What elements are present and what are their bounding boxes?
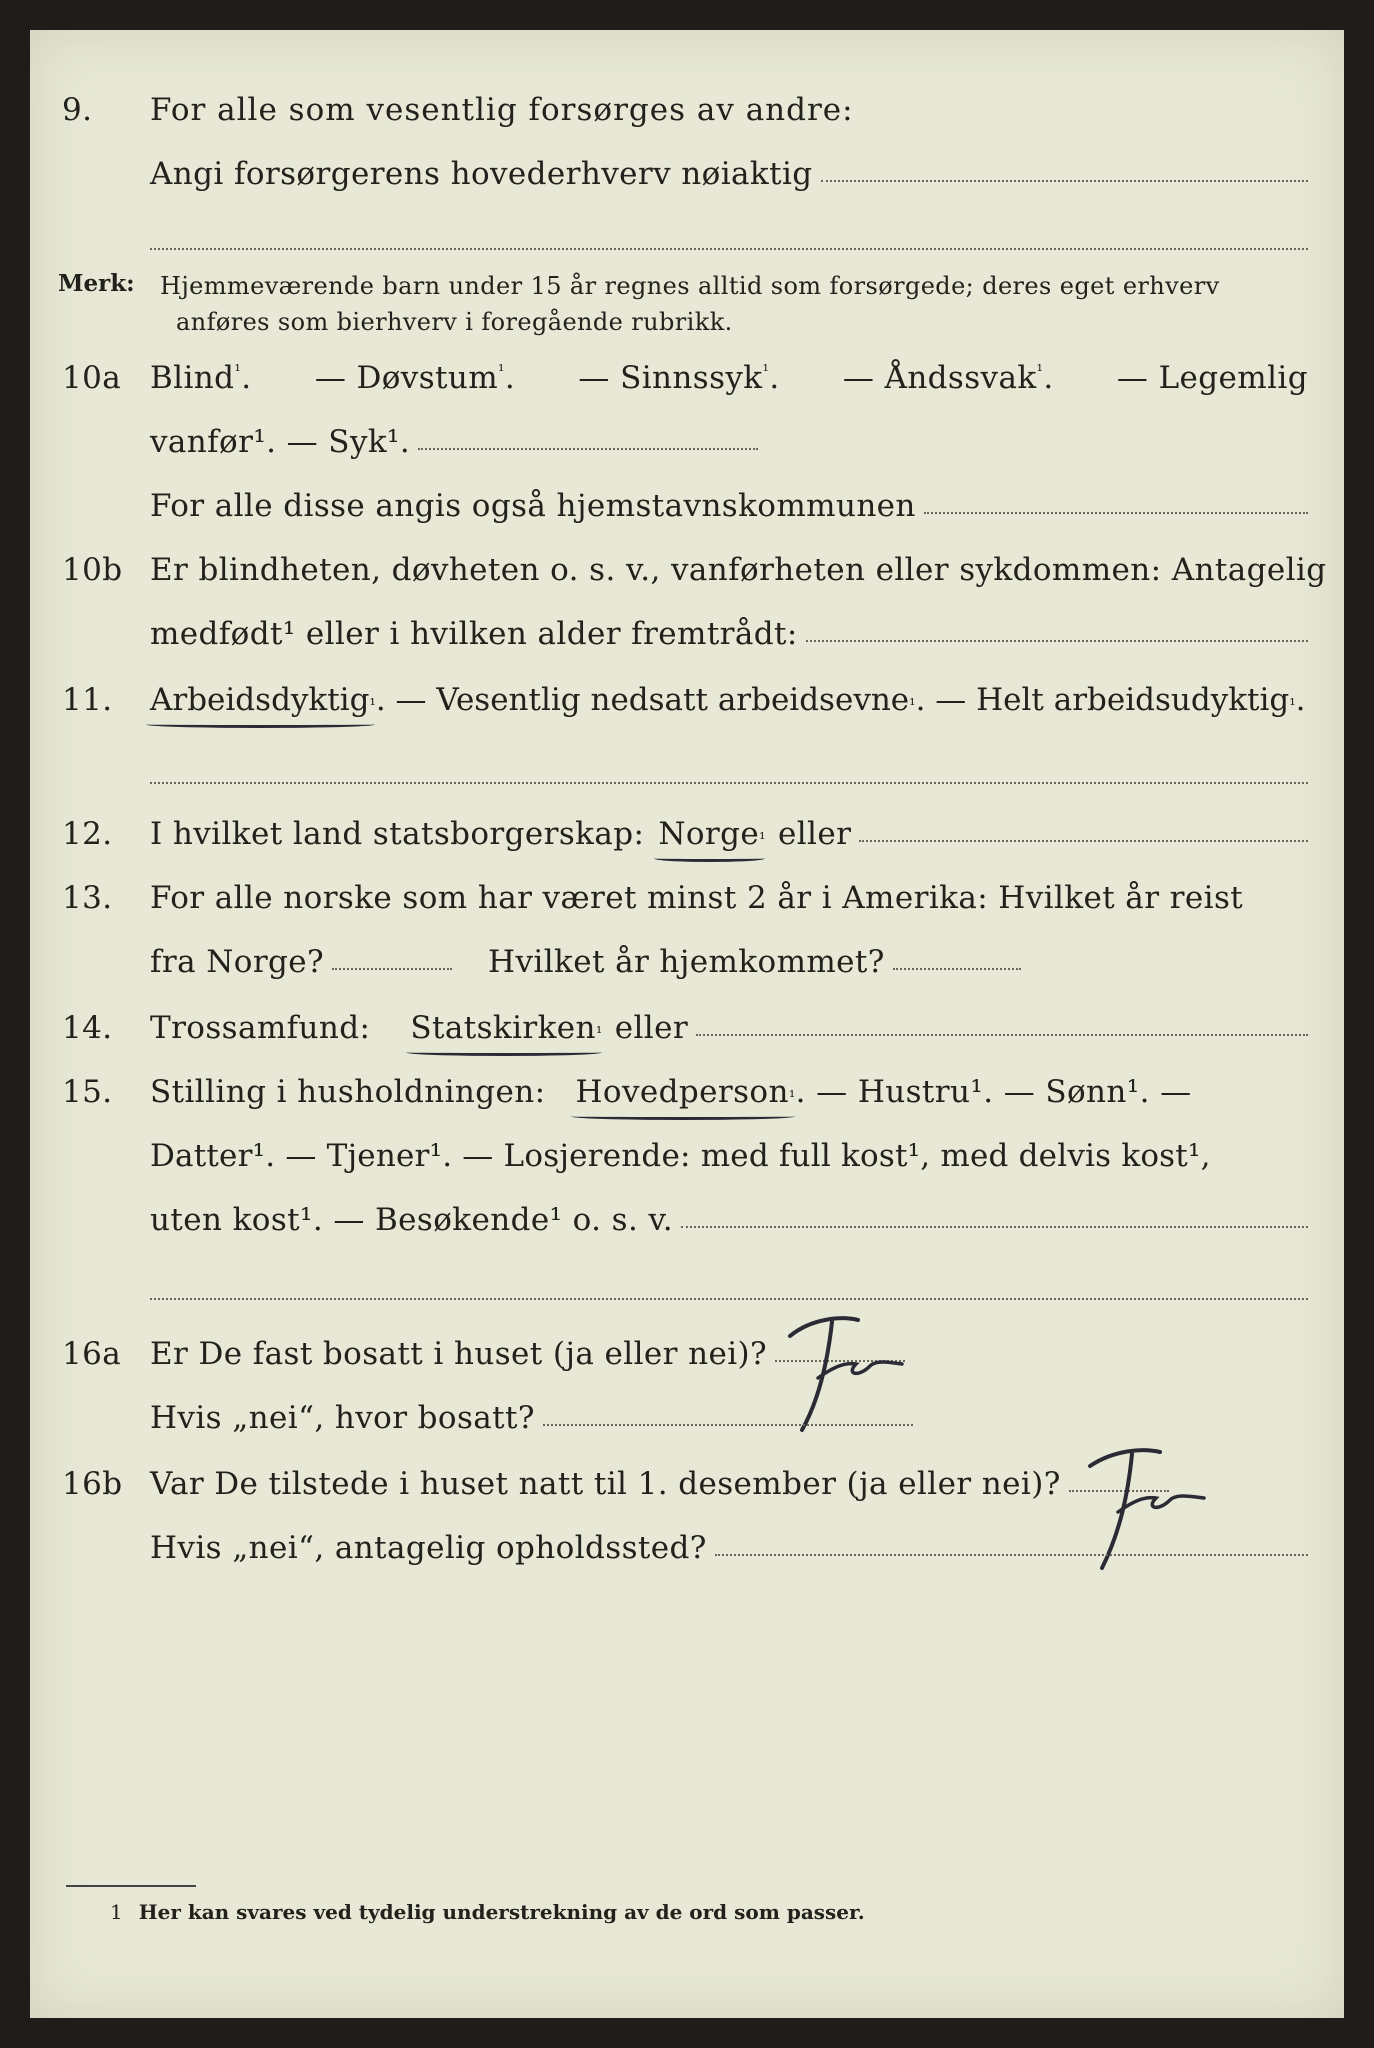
q10b-text: Er blindheten, døvheten o. s. v., vanførheten eller sykdommen: Antagelig: [150, 552, 1327, 588]
census-form-page: 9. For alle som vesentlig forsørges av andre: Angi forsørgerens hovederhverv nøiaktig Merk: Hjemmeværende barn under 15 år regnes alltid som forsørgede; deres eget erhverv anføres som bierhverv i foregående rubrikk. 10a Blind$^{^1}$. — Døvstum$^{^1}$. — Sinnssyk$^{^1}$. — Åndssvak$^{^1}$. — Legemlig vanfør¹. — Syk¹. For alle disse angis også hjemstavnskommunen 10b Er blindheten, døvheten o. s. v., vanførheten eller sykdommen: Antagelig medfødt¹ eller i hvilken alder fremtrådt: 11. Arbeidsdyktig ¹ . — Vesentlig nedsatt arbeidsevne ¹ . — Helt arbeidsudyktig ¹ . 12. I hvilket land statsborgerskap: Norge ¹ eller 13. For alle norske som har været minst 2 år i Amerika: Hvilket år reist fra Norge? Hvilket år hjemkommet? 14. Trossamfund: Statskirken ¹ eller 15. Stilling i husholdningen: Hovedperson ¹ . — Hustru¹. — Sønn¹. — Datter¹. — Tjener¹. — Losjerende: med full kost¹, med delvis kost¹, uten kost¹. — Besøkende¹ o. s. v. 16a Er De fast bosatt i huset (ja eller nei)? Hvis „nei“, hvor bosatt? 16b Var De tilstede i huset natt til 1. desember (ja eller nei)? Hvis „nei“, antagelig opholdssted? 1 Her kan svares ved tydelig understrekning av de ord som passer.: [30, 30, 1344, 2018]
q14-number: 14.: [62, 1010, 113, 1046]
option-arbeidsdyktig[interactable]: Arbeidsdyktig: [150, 682, 370, 718]
merk-label: Merk:: [58, 270, 135, 297]
q16a-number: 16a: [62, 1336, 122, 1372]
q16b-opholdssted-label: Hvis „nei“, antagelig opholdssted?: [150, 1530, 707, 1566]
q16b-number: 16b: [62, 1466, 123, 1502]
q10a-hjemstavn-label: For alle disse angis også hjemstavnskommunen: [150, 488, 916, 524]
footnote-divider: [66, 1885, 196, 1887]
q13-reist-field[interactable]: [332, 968, 452, 970]
q9-extra-answer-line[interactable]: [150, 248, 1308, 250]
option-nedsatt-arbeidsevne[interactable]: . — Vesentlig nedsatt arbeidsevne: [375, 682, 910, 718]
q10b-alder-field[interactable]: [806, 640, 1308, 642]
q10a-vanfor-syk[interactable]: vanfør¹. — Syk¹.: [150, 424, 411, 460]
q16a-bosatt-field[interactable]: [543, 1424, 913, 1426]
q9-text: For alle som vesentlig forsørges av andre:: [150, 92, 854, 128]
q10a-options: Blind$^{^1}$. — Døvstum$^{^1}$. — Sinnssyk$^{^1}$. — Åndssvak$^{^1}$. — Legemlig: [150, 360, 1308, 396]
q16b-handwritten-ja: [1070, 1440, 1240, 1590]
option-dovstum[interactable]: — Døvstum: [314, 360, 499, 396]
q13-hjemkommet-field[interactable]: [893, 968, 1021, 970]
q13-number: 13.: [62, 880, 113, 916]
q15-line1-options[interactable]: . — Hustru¹. — Sønn¹. —: [795, 1074, 1192, 1110]
q11-number: 11.: [62, 682, 113, 718]
q12-other-country-field[interactable]: [859, 840, 1308, 842]
option-sinnssyk[interactable]: — Sinnssyk: [578, 360, 763, 396]
footnote-mark: 1: [110, 1900, 123, 1924]
q15-label: Stilling i husholdningen:: [150, 1074, 546, 1110]
q14-eller: eller: [614, 1010, 689, 1046]
q12-number: 12.: [62, 816, 113, 852]
q10a-syk-answer-field[interactable]: [418, 448, 758, 450]
q10a-number: 10a: [62, 360, 122, 396]
option-andssvak[interactable]: — Åndssvak: [842, 360, 1037, 396]
q13-text: For alle norske som har været minst 2 år i Amerika: Hvilket år reist: [150, 880, 1244, 916]
q10a-hjemstavn-field[interactable]: [924, 512, 1308, 514]
option-blind[interactable]: Blind: [150, 360, 235, 396]
option-norge[interactable]: Norge: [658, 816, 760, 852]
q9-number: 9.: [62, 92, 93, 128]
q15-number: 15.: [62, 1074, 113, 1110]
option-legemlig[interactable]: — Legemlig: [1116, 360, 1308, 396]
q14-other-field[interactable]: [696, 1034, 1308, 1036]
option-statskirken[interactable]: Statskirken: [410, 1010, 596, 1046]
footnote: [110, 1900, 865, 1924]
option-arbeidsudyktig[interactable]: . — Helt arbeidsudyktig: [915, 682, 1290, 718]
q9-answer-field[interactable]: [821, 180, 1308, 182]
footnote-text: Her kan svares ved tydelig understrekning av de ord som passer.: [138, 1900, 865, 1924]
q16a-question: Er De fast bosatt i huset (ja eller nei)?: [150, 1336, 768, 1372]
q13-reist-label: fra Norge?: [150, 944, 325, 980]
q16b-question: Var De tilstede i huset natt til 1. desember (ja eller nei)?: [150, 1466, 1061, 1502]
q12-eller: eller: [777, 816, 852, 852]
q15-line2-options[interactable]: Datter¹. — Tjener¹. — Losjerende: med full kost¹, med delvis kost¹,: [150, 1138, 1211, 1174]
q15-extra-answer-line[interactable]: [150, 1298, 1308, 1300]
q12-label: I hvilket land statsborgerskap:: [150, 816, 645, 852]
q10b-number: 10b: [62, 552, 123, 588]
q15-other-field[interactable]: [681, 1226, 1308, 1228]
q15-line3-options[interactable]: uten kost¹. — Besøkende¹ o. s. v.: [150, 1202, 673, 1238]
q16b-opholdssted-field[interactable]: [715, 1554, 1308, 1556]
q9-line2-text: Angi forsørgerens hovederhverv nøiaktig: [150, 156, 813, 192]
q14-label: Trossamfund:: [150, 1010, 371, 1046]
option-hovedperson[interactable]: Hovedperson: [575, 1074, 789, 1110]
q16a-bosatt-label: Hvis „nei“, hvor bosatt?: [150, 1400, 535, 1436]
q13-hjemkommet-label: Hvilket år hjemkommet?: [488, 944, 885, 980]
q11-extra-answer-line[interactable]: [150, 782, 1308, 784]
q10b-alder-label: medfødt¹ eller i hvilken alder fremtrådt:: [150, 616, 798, 652]
